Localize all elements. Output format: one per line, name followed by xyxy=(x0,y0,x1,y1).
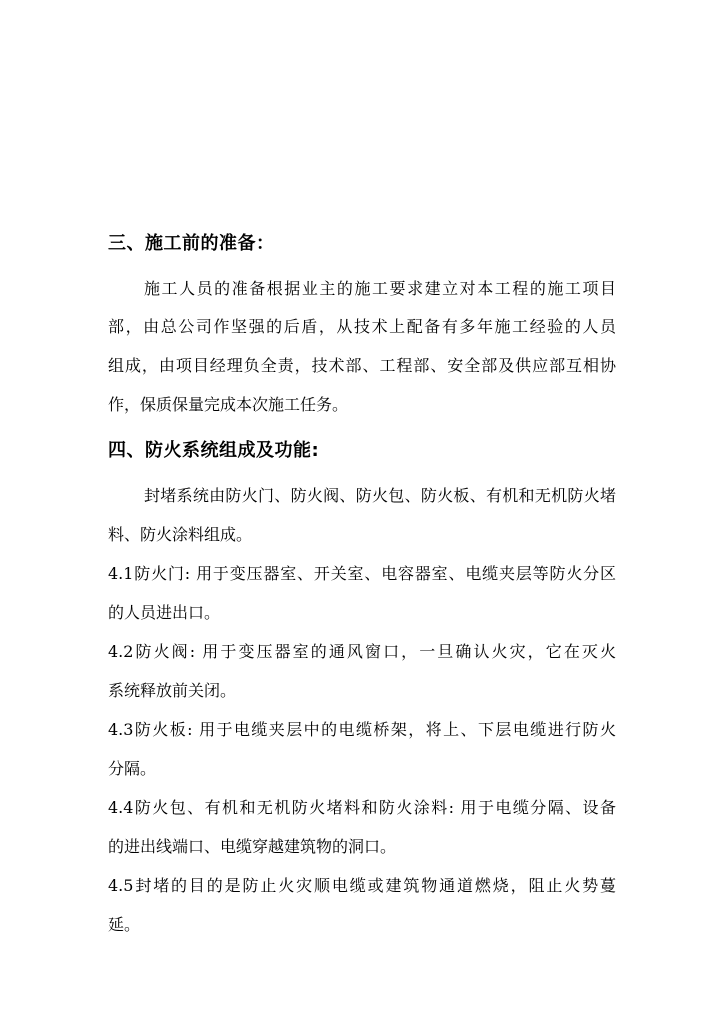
item-4-4-line-2: 的进出线端口、电缆穿越建筑物的洞口。 xyxy=(108,837,397,856)
section-3-line-3: 组成，由项目经理负全责，技术部、工程部、安全部及供应部互相协 xyxy=(108,356,616,375)
section-4-heading: 四、防火系统组成及功能: xyxy=(108,440,320,461)
section-3-heading: 三、施工前的准备： xyxy=(108,233,275,254)
section-4-intro-line-2: 料、防火涂料组成。 xyxy=(108,525,253,544)
item-4-5-line-2: 延。 xyxy=(108,915,141,934)
section-3-line-4: 作，保质保量完成本次施工任务。 xyxy=(108,395,349,414)
section-3-line-2: 部，由总公司作坚强的后盾，从技术上配备有多年施工经验的人员 xyxy=(108,317,616,336)
item-4-5-line-1: 4.5封堵的目的是防止火灾顺电缆或建筑物通道燃烧，阻止火势蔓 xyxy=(108,876,616,895)
item-4-3-line-2: 分隔。 xyxy=(108,759,157,778)
section-4-intro-line-1: 封堵系统由防火门、防火阀、防火包、防火板、有机和无机防火堵 xyxy=(144,486,616,505)
item-4-1-line-2: 的人员进出口。 xyxy=(108,603,221,622)
item-4-2-line-2: 系统释放前关闭。 xyxy=(108,681,237,700)
item-4-4-line-1: 4.4防火包、有机和无机防火堵料和防火涂料: 用于电缆分隔、设备 xyxy=(108,798,616,817)
item-4-2-line-1: 4.2防火阀: 用于变压器室的通风窗口，一旦确认火灾，它在灭火 xyxy=(108,642,616,661)
item-4-1-line-1: 4.1防火门: 用于变压器室、开关室、电容器室、电缆夹层等防火分区 xyxy=(108,564,616,583)
section-3-line-1: 施工人员的准备根据业主的施工要求建立对本工程的施工项目 xyxy=(144,279,616,298)
item-4-3-line-1: 4.3防火板: 用于电缆夹层中的电缆桥架，将上、下层电缆进行防火 xyxy=(108,720,616,739)
